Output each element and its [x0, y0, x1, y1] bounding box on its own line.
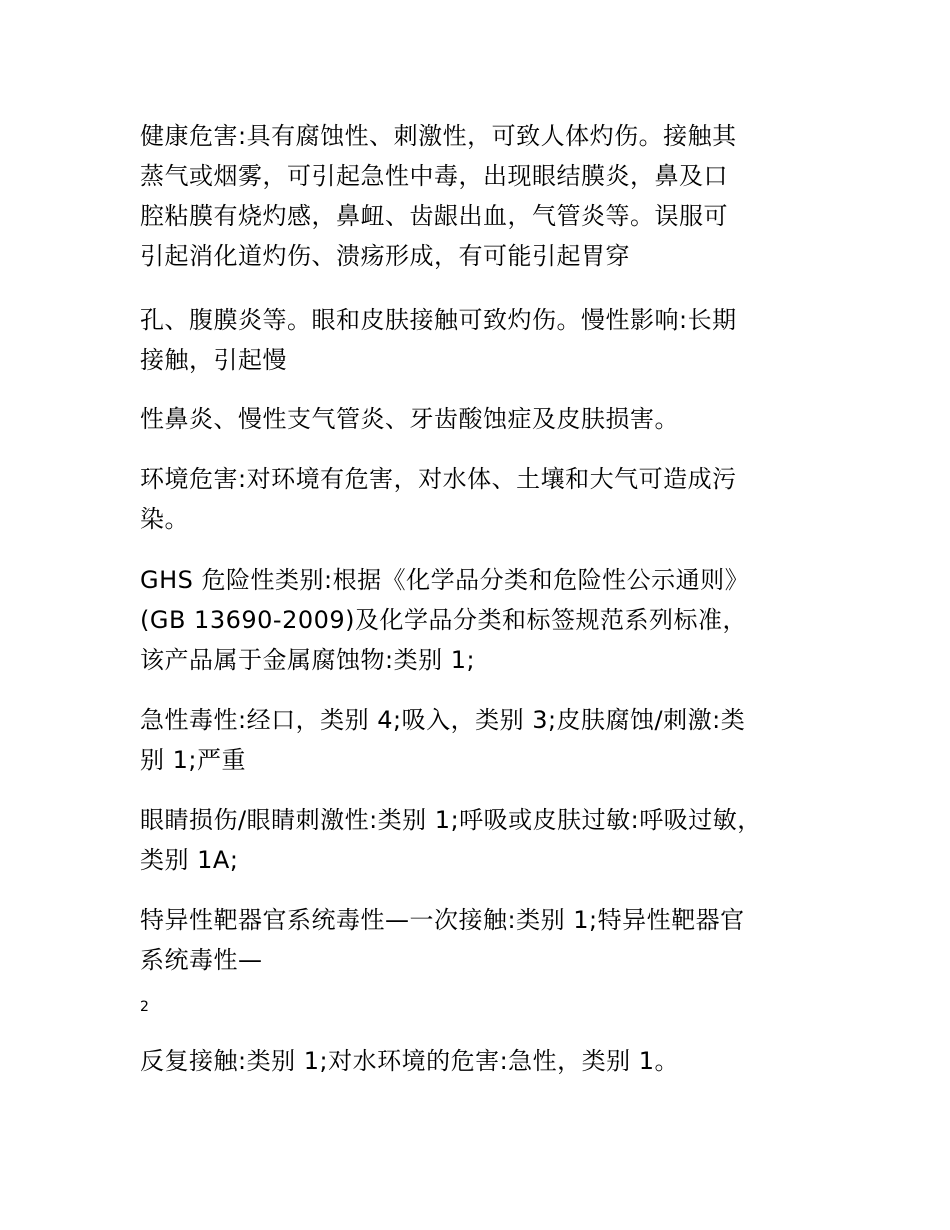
text-line: 染。	[140, 505, 189, 533]
text-line: GHS 危险性类别:根据《化学品分类和危险性公示通则》	[140, 566, 750, 594]
text-line: 类别 1A;	[140, 846, 239, 874]
text-line: 特异性靶器官系统毒性—一次接触:类别 1;特异性靶器官	[140, 906, 745, 934]
text-line: 健康危害:具有腐蚀性、刺激性，可致人体灼伤。接触其	[140, 122, 737, 150]
text-line: 蒸气或烟雾，可引起急性中毒，出现眼结膜炎，鼻及口	[140, 162, 728, 190]
text-line: 该产品属于金属腐蚀物:类别 1;	[140, 646, 476, 674]
text-line: 环境危害:对环境有危害，对水体、土壤和大气可造成污	[140, 465, 737, 493]
text-line: (GB 13690-2009)及化学品分类和标签规范系列标准，	[140, 606, 748, 634]
text-line: 反复接触:类别 1;对水环境的危害:急性，类别 1。	[140, 1047, 680, 1075]
text-line: 别 1;严重	[140, 746, 246, 774]
text-line: 孔、腹膜炎等。眼和皮肤接触可致灼伤。慢性影响:长期	[140, 306, 737, 334]
page-number: 2	[140, 999, 149, 1015]
text-line: 急性毒性:经口，类别 4;吸入，类别 3;皮肤腐蚀/刺激:类	[140, 706, 746, 734]
text-line: 引起消化道灼伤、溃疡形成，有可能引起胃穿	[140, 242, 630, 270]
text-line: 系统毒性—	[140, 946, 263, 974]
text-line: 腔粘膜有烧灼感，鼻衄、齿龈出血，气管炎等。误服可	[140, 202, 728, 230]
text-line: 性鼻炎、慢性支气管炎、牙齿酸蚀症及皮肤损害。	[140, 405, 679, 433]
text-line: 接触，引起慢	[140, 346, 287, 374]
text-line: 眼睛损伤/眼睛刺激性:类别 1;呼吸或皮肤过敏:呼吸过敏，	[140, 806, 762, 834]
